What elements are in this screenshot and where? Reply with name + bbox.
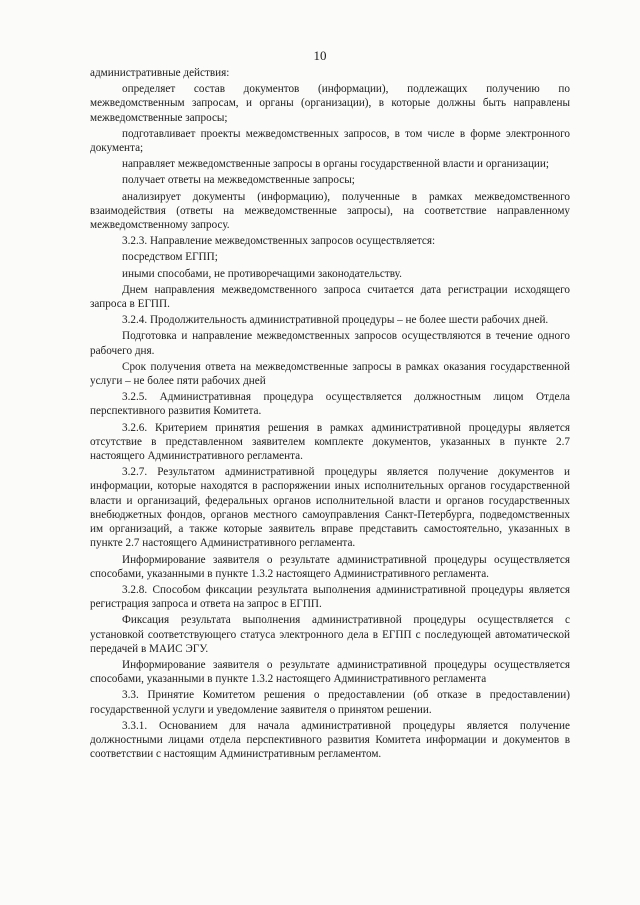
paragraph: 3.2.4. Продолжительность административной процедуры – не более шести рабочих дней. <box>122 314 549 327</box>
paragraph: Информирование заявителя о результате административной процедуры осуществляется способами, указанными в пункте 1.3.2 настоящего Административного регламента. <box>90 553 570 580</box>
paragraph: Срок получения ответа на межведомственные запросы в рамках оказания государственной услуги – не более пяти рабочих дней <box>90 360 570 388</box>
paragraph: Информирование заявителя о результате административной процедуры осуществляется способами, указанными в пункте 1.3.2 настоящего Административного регламента <box>90 658 570 686</box>
paragraph: 3.2.7. Результатом административной процедуры является получение документов и информации, которые находятся в распоряжении иных исполнительных органов государственной власти и организаций, федеральных органов исполнительной власти и органов государственных внебюджетных фондов, органов местного самоуправления Санкт-Петербурга, подведомственных им организаций, а также которые заявитель вправе представить самостоятельно, указанных в пункте 2.7 настоящего Административного регламента. <box>90 466 570 550</box>
paragraph: подготавливает проекты межведомственных запросов, в том числе в форме электронного документа; <box>90 127 570 155</box>
page-number: 10 <box>313 48 327 63</box>
paragraph: иными способами, не противоречащими законодательству. <box>122 267 402 280</box>
paragraph: 3.2.8. Способом фиксации результата выполнения административной процедуры является регистрация запроса и ответа на запрос в ЕГПП. <box>90 583 570 611</box>
paragraph: Днем направления межведомственного запроса считается дата регистрации исходящего запроса в ЕГПП. <box>90 283 570 311</box>
paragraph: посредством ЕГПП; <box>122 251 218 264</box>
paragraph: 3.3.1. Основанием для начала административной процедуры является получение должностными лицами отдела перспективного развития Комитета информации и документов в соответствии с настоящим Административным регламентом. <box>90 719 570 761</box>
paragraph: 3.2.6. Критерием принятия решения в рамках административной процедуры является отсутствие в представленном заявителем комплекте документов, указанных в пункте 2.7 настоящего Административного регламента. <box>90 421 570 463</box>
paragraph: анализирует документы (информацию), полученные в рамках межведомственного взаимодействия (ответы на межведомственные запросы), на соответствие направленному межведомственному запросу. <box>90 190 570 232</box>
paragraph: получает ответы на межведомственные запросы; <box>122 174 355 187</box>
paragraph: Подготовка и направление межведомственных запросов осуществляются в течение одного рабочего дня. <box>90 330 570 357</box>
paragraph: 3.2.5. Административная процедура осуществляется должностным лицом Отдела перспективного развития Комитета. <box>90 391 570 418</box>
paragraph: направляет межведомственные запросы в органы государственной власти и организации; <box>122 158 550 171</box>
paragraph: 3.3. Принятие Комитетом решения о предоставлении (об отказе в предоставлении) государственной услуги и уведомление заявителя о принятом решении. <box>90 689 570 716</box>
paragraph: Фиксация результата выполнения административной процедуры осуществляется с установкой соответствующего статуса электронного дела в ЕГПП с последующей автоматической передачей в МАИС ЭГУ. <box>90 614 570 655</box>
paragraph: определяет состав документов (информации), подлежащих получению по межведомственным запросам, и органы (организации), в которые должны быть направлены межведомственные запросы; <box>90 83 570 124</box>
paragraph: административные действия: <box>90 67 230 79</box>
paragraph: 3.2.3. Направление межведомственных запросов осуществляется: <box>122 235 436 248</box>
document-body <box>90 66 570 763</box>
